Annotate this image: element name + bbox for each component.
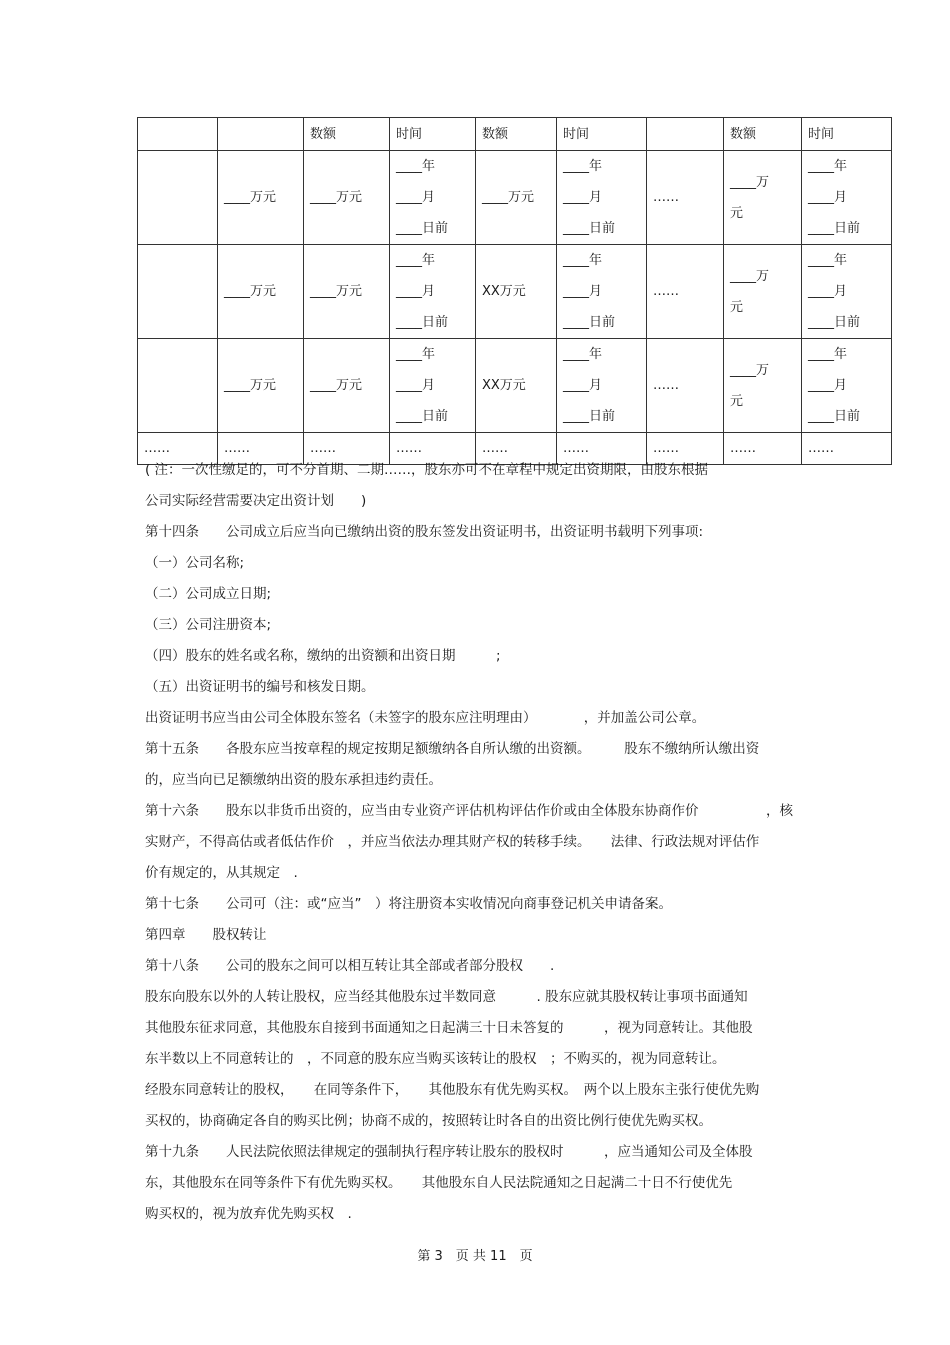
table-cell: XX万元: [476, 339, 557, 433]
table-cell: [138, 151, 218, 245]
list-item: （二）公司成立日期;: [145, 586, 272, 602]
table-cell: ……: [724, 433, 802, 465]
paragraph: 东半数以上不同意转让的 ，不同意的股东应当购买该转让的股权 ；不购买的，视为同意转让。: [145, 1051, 726, 1067]
table-cell-date: [802, 151, 892, 245]
paragraph: 出资证明书应当由公司全体股东签名（未签字的股东应注明理由） ，并加盖公司公章。: [145, 710, 706, 726]
list-item: （三）公司注册资本;: [145, 617, 272, 633]
article-15: 第十五条 各股东应当按章程的规定按期足额缴纳各自所认缴的出资额。 股东不缴纳所认缴出资: [145, 741, 760, 757]
article-18: 第十八条 公司的股东之间可以相互转让其全部或者部分股权 .: [145, 958, 555, 974]
table-cell: ……: [138, 433, 218, 465]
header-cell: 时间: [557, 118, 647, 151]
table-cell: ……: [304, 433, 390, 465]
table-row: [138, 151, 892, 245]
table-cell: ____万元: [304, 339, 390, 433]
list-item: （四）股东的姓名或名称，缴纳的出资额和出资日期 ;: [145, 648, 501, 664]
amount-line: 元: [730, 393, 744, 409]
date-month: ____月: [563, 284, 603, 299]
date-year: ____年: [396, 159, 436, 174]
table-header-row: [138, 118, 892, 151]
paragraph: 购买权的，视为放弃优先购买权 .: [145, 1206, 352, 1222]
table-cell: ……: [390, 433, 476, 465]
date-year: ____年: [563, 253, 603, 268]
date-month: ____月: [563, 378, 603, 393]
date-year: ____年: [808, 347, 848, 362]
table-cell-date: [390, 151, 476, 245]
amount-line: ____万: [730, 174, 770, 190]
date-month: ____月: [808, 190, 848, 205]
table-cell-date: [557, 151, 647, 245]
date-day: ____日前: [563, 315, 616, 330]
list-item: （五）出资证明书的编号和核发日期。: [145, 679, 375, 695]
table-row: [138, 339, 892, 433]
table-cell: [138, 339, 218, 433]
amount-line: ____万: [730, 362, 770, 378]
date-day: ____日前: [396, 409, 449, 424]
table-cell: ……: [218, 433, 304, 465]
table-cell: ……: [647, 151, 724, 245]
paragraph: 其他股东征求同意，其他股东自接到书面通知之日起满三十日未答复的 ，视为同意转让。其他股: [145, 1020, 753, 1036]
article-16: 第十六条 股东以非货币出资的，应当由专业资产评估机构评估作价或由全体股东协商作价 ，核: [145, 803, 793, 819]
table-cell-date: [557, 245, 647, 339]
date-month: ____月: [396, 378, 436, 393]
paragraph: 的，应当向已足额缴纳出资的股东承担违约责任。: [145, 772, 442, 788]
table-cell-date: [390, 339, 476, 433]
date-day: ____日前: [563, 409, 616, 424]
note-line: 公司实际经营需要决定出资计划 ): [145, 493, 367, 509]
header-cell: [218, 118, 304, 151]
date-year: ____年: [396, 347, 436, 362]
header-cell: 时间: [802, 118, 892, 151]
date-month: ____月: [396, 284, 436, 299]
table-cell-date: [390, 245, 476, 339]
article-17: 第十七条 公司可（注：或“应当” ）将注册资本实收情况向商事登记机关申请备案。: [145, 896, 672, 912]
date-year: ____年: [808, 159, 848, 174]
paragraph: 经股东同意转让的股权， 在同等条件下， 其他股东有优先购买权。 两个以上股东主张行使优先购: [145, 1082, 760, 1098]
date-year: ____年: [808, 253, 848, 268]
note-line: ( 注：一次性缴足的，可不分首期、二期……，股东亦可不在章程中规定出资期限，由股东根据: [145, 462, 709, 478]
list-item: （一）公司名称;: [145, 555, 245, 571]
header-cell: [138, 118, 218, 151]
table-cell: [138, 245, 218, 339]
date-year: ____年: [563, 159, 603, 174]
amount-line: 元: [730, 205, 744, 221]
table-cell: ……: [802, 433, 892, 465]
date-year: ____年: [396, 253, 436, 268]
date-day: ____日前: [808, 315, 861, 330]
amount-line: 元: [730, 299, 744, 315]
date-day: ____日前: [808, 221, 861, 236]
date-month: ____月: [396, 190, 436, 205]
paragraph: 价有规定的，从其规定 .: [145, 865, 298, 881]
paragraph: 买权的，协商确定各自的购买比例；协商不成的，按照转让时各自的出资比例行使优先购买权。: [145, 1113, 712, 1129]
table-cell: ____万元: [304, 151, 390, 245]
date-day: ____日前: [396, 221, 449, 236]
header-cell: 数额: [304, 118, 390, 151]
header-cell: 数额: [724, 118, 802, 151]
date-day: ____日前: [808, 409, 861, 424]
date-day: ____日前: [563, 221, 616, 236]
table-cell-date: [802, 339, 892, 433]
table-cell: ____万元: [218, 245, 304, 339]
header-cell: 时间: [390, 118, 476, 151]
table-cell: ____万元: [476, 151, 557, 245]
table-cell-date: [802, 245, 892, 339]
table-cell: ……: [647, 245, 724, 339]
paragraph: 实财产，不得高估或者低估作价 ，并应当依法办理其财产权的转移手续。 法律、行政法规对评估作: [145, 834, 760, 850]
header-cell: [647, 118, 724, 151]
chapter-heading: 第四章 股权转让: [145, 927, 267, 943]
page-footer: 第 3 页 共 11 页: [417, 1249, 533, 1264]
date-month: ____月: [563, 190, 603, 205]
table-cell-amount: [724, 245, 802, 339]
table-cell: ____万元: [218, 339, 304, 433]
capital-contribution-table: [137, 117, 892, 465]
paragraph: 股东向股东以外的人转让股权，应当经其他股东过半数同意 . 股东应就其股权转让事项书面通知: [145, 989, 748, 1005]
table-cell: ……: [647, 339, 724, 433]
date-month: ____月: [808, 284, 848, 299]
paragraph: 东，其他股东在同等条件下有优先购买权。 其他股东自人民法院通知之日起满二十日不行使优先: [145, 1175, 733, 1191]
table-cell: XX万元: [476, 245, 557, 339]
table-cell-date: [557, 339, 647, 433]
amount-line: ____万: [730, 268, 770, 284]
article-14: 第十四条 公司成立后应当向已缴纳出资的股东签发出资证明书，出资证明书载明下列事项:: [145, 524, 704, 540]
header-cell: 数额: [476, 118, 557, 151]
date-year: ____年: [563, 347, 603, 362]
table-cell: ……: [647, 433, 724, 465]
table-cell: ……: [476, 433, 557, 465]
table-cell: ____万元: [304, 245, 390, 339]
date-month: ____月: [808, 378, 848, 393]
date-day: ____日前: [396, 315, 449, 330]
table-row: [138, 245, 892, 339]
table-cell: ____万元: [218, 151, 304, 245]
table-cell: ……: [557, 433, 647, 465]
article-19: 第十九条 人民法院依照法律规定的强制执行程序转让股东的股权时 ，应当通知公司及全体股: [145, 1144, 753, 1160]
table-cell-amount: [724, 339, 802, 433]
table-cell-amount: [724, 151, 802, 245]
